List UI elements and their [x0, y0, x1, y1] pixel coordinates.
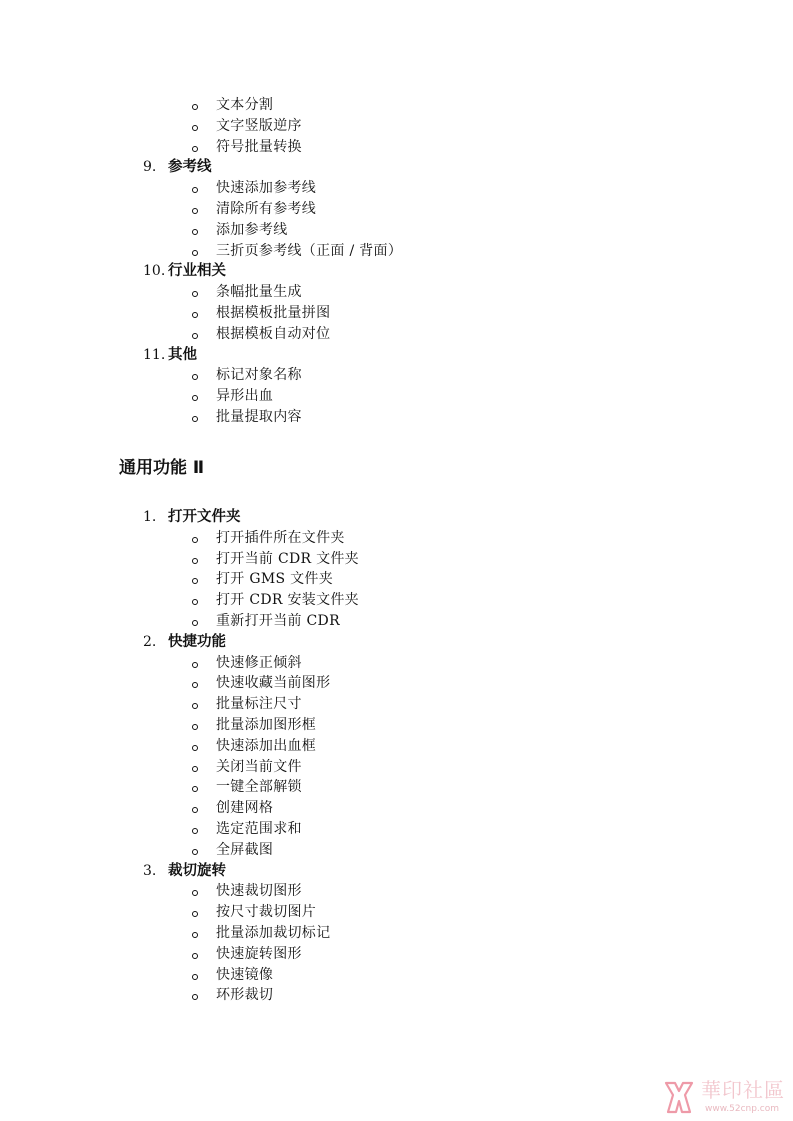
section-number: 9. — [143, 159, 157, 176]
bullet-icon — [192, 578, 198, 584]
list-item — [0, 569, 793, 590]
list-item — [0, 528, 793, 549]
list-item-label: 创建网格 — [216, 800, 274, 817]
bullet-icon — [192, 682, 198, 688]
list-item-label: 快速裁切图形 — [216, 883, 302, 900]
bullet-icon — [192, 849, 198, 855]
list-item-label: 根据模板自动对位 — [216, 325, 331, 342]
list-item-label: 快速修正倾斜 — [216, 654, 302, 671]
bullet-icon — [192, 974, 198, 980]
list-item — [0, 95, 793, 116]
list-item-label: 全屏截图 — [216, 841, 274, 858]
section-heading — [0, 861, 793, 882]
site-watermark — [661, 1077, 789, 1117]
list-item-label: 快速收藏当前图形 — [216, 675, 331, 692]
list-item-label: 根据模板批量拼图 — [216, 304, 331, 321]
bullet-icon — [192, 291, 198, 297]
list-item — [0, 673, 793, 694]
list-item-label: 重新打开当前 CDR — [216, 612, 340, 629]
section-reference-lines — [0, 157, 793, 261]
list-item-label: 批量添加图形框 — [216, 716, 317, 733]
bullet-icon — [192, 416, 198, 422]
chapter-heading: 通用功能 Ⅱ — [119, 458, 205, 478]
bullet-icon — [192, 745, 198, 751]
section-title: 行业相关 — [168, 263, 226, 280]
bullet-icon — [192, 662, 198, 668]
list-item-label: 环形裁切 — [216, 987, 274, 1004]
bullet-icon — [192, 395, 198, 401]
section-number: 1. — [143, 509, 157, 525]
bullet-icon — [192, 724, 198, 730]
list-item — [0, 881, 793, 902]
bullet-icon — [192, 620, 198, 626]
list-item-label: 批量提取内容 — [216, 408, 302, 425]
section-heading — [0, 507, 793, 528]
list-item-label: 三折页参考线（正面 / 背面） — [216, 242, 403, 259]
bullet-icon — [192, 599, 198, 605]
list-item-label: 快速镜像 — [216, 966, 274, 983]
list-item — [0, 923, 793, 944]
lead-items — [0, 95, 793, 157]
bullet-icon — [192, 932, 198, 938]
list-item — [0, 611, 793, 632]
section-shortcuts — [0, 632, 793, 861]
list-item — [0, 199, 793, 220]
section-title: 裁切旋转 — [168, 862, 226, 879]
bullet-icon — [192, 703, 198, 709]
list-item — [0, 653, 793, 674]
list-item-label: 快速旋转图形 — [216, 945, 302, 962]
feature-list-part-2 — [0, 507, 793, 1006]
bullet-icon — [192, 828, 198, 834]
section-heading — [0, 345, 793, 366]
list-item — [0, 840, 793, 861]
watermark-logo-icon — [663, 1079, 695, 1115]
section-other — [0, 345, 793, 428]
list-item-label: 清除所有参考线 — [216, 200, 317, 217]
list-item — [0, 757, 793, 778]
list-item — [0, 777, 793, 798]
section-open-folder — [0, 507, 793, 632]
bullet-icon — [192, 558, 198, 564]
list-item — [0, 549, 793, 570]
list-item-label: 文字竖版逆序 — [216, 117, 302, 134]
bullet-icon — [192, 250, 198, 256]
list-item — [0, 590, 793, 611]
section-number: 3. — [143, 862, 157, 879]
bullet-icon — [192, 537, 198, 543]
section-crop-rotate — [0, 861, 793, 1007]
section-heading — [0, 632, 793, 653]
bullet-icon — [192, 104, 198, 110]
list-item — [0, 944, 793, 965]
list-item — [0, 985, 793, 1006]
watermark-text: 華印社區 — [701, 1078, 785, 1102]
bullet-icon — [192, 766, 198, 772]
bullet-icon — [192, 786, 198, 792]
list-item — [0, 220, 793, 241]
list-item-label: 文本分割 — [216, 97, 274, 113]
bullet-icon — [192, 374, 198, 380]
section-heading — [0, 157, 793, 178]
bullet-icon — [192, 125, 198, 131]
bullet-icon — [192, 807, 198, 813]
list-item — [0, 407, 793, 428]
list-item — [0, 798, 793, 819]
list-item — [0, 819, 793, 840]
watermark-url: www.52cnp.com — [705, 1104, 780, 1114]
list-item-label: 关闭当前文件 — [216, 758, 302, 775]
section-number: 10. — [143, 263, 166, 280]
list-item-label: 快速添加参考线 — [216, 180, 317, 197]
bullet-icon — [192, 312, 198, 318]
section-heading — [0, 261, 793, 282]
bullet-icon — [192, 994, 198, 1000]
list-item — [0, 365, 793, 386]
section-title: 打开文件夹 — [168, 509, 241, 525]
list-item-label: 快速添加出血框 — [216, 737, 317, 754]
feature-list-part-1 — [0, 95, 793, 428]
section-title: 参考线 — [168, 159, 212, 176]
bullet-icon — [192, 953, 198, 959]
list-item-label: 按尺寸裁切图片 — [216, 904, 317, 921]
list-item — [0, 902, 793, 923]
section-industry — [0, 261, 793, 344]
list-item — [0, 241, 793, 262]
list-item-label: 打开 CDR 安装文件夹 — [216, 592, 359, 609]
list-item-label: 批量添加裁切标记 — [216, 924, 331, 941]
bullet-icon — [192, 333, 198, 339]
section-number: 11. — [143, 346, 166, 363]
list-item-label: 打开插件所在文件夹 — [216, 529, 345, 546]
list-item-label: 选定范围求和 — [216, 820, 302, 837]
list-item — [0, 324, 793, 345]
list-item-label: 异形出血 — [216, 388, 274, 405]
list-item-label: 打开当前 CDR 文件夹 — [216, 550, 359, 567]
list-item-label: 标记对象名称 — [216, 367, 302, 384]
list-item — [0, 386, 793, 407]
bullet-icon — [192, 187, 198, 193]
list-item-label: 批量标注尺寸 — [216, 696, 302, 713]
list-item — [0, 178, 793, 199]
section-title: 其他 — [168, 346, 197, 363]
list-item — [0, 303, 793, 324]
list-item-label: 条幅批量生成 — [216, 284, 302, 301]
bullet-icon — [192, 146, 198, 152]
list-item — [0, 282, 793, 303]
list-item — [0, 694, 793, 715]
list-item — [0, 137, 793, 158]
bullet-icon — [192, 229, 198, 235]
bullet-icon — [192, 911, 198, 917]
list-item — [0, 965, 793, 986]
list-item-label: 符号批量转换 — [216, 138, 302, 155]
bullet-icon — [192, 208, 198, 214]
bullet-icon — [192, 890, 198, 896]
list-item-label: 打开 GMS 文件夹 — [216, 571, 334, 588]
section-title: 快捷功能 — [168, 633, 226, 650]
list-item — [0, 715, 793, 736]
list-item-label: 添加参考线 — [216, 221, 288, 238]
list-item-label: 一键全部解锁 — [216, 779, 302, 796]
list-item — [0, 736, 793, 757]
section-number: 2. — [143, 633, 157, 650]
list-item — [0, 116, 793, 137]
